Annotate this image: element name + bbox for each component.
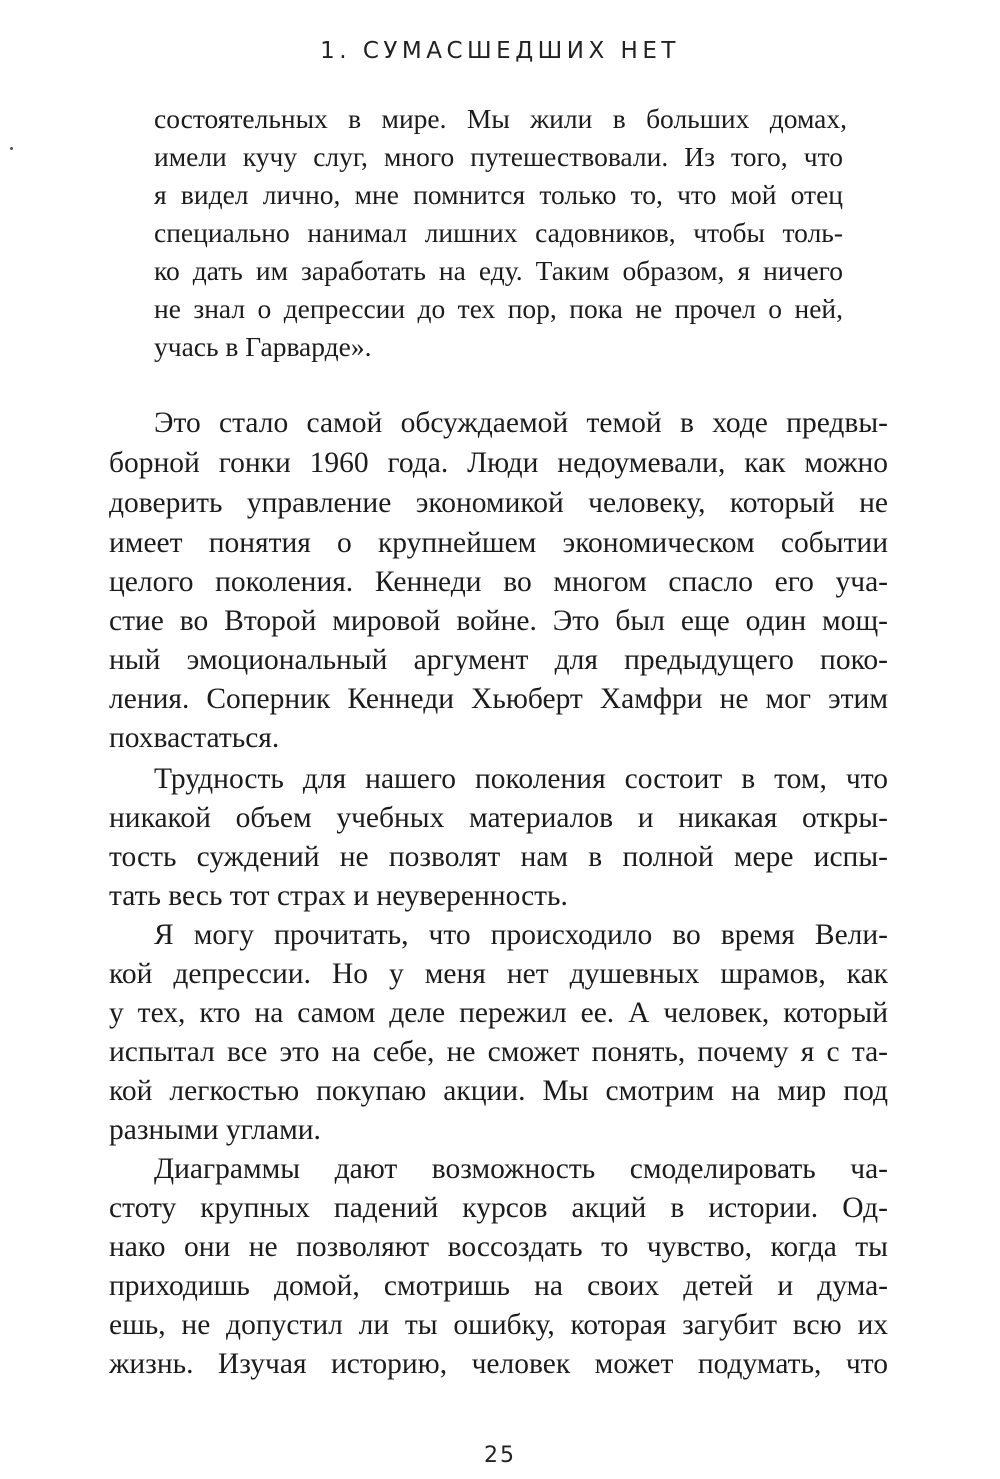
paragraph-line: Это стало самой обсуждаемой темой в ходе предвы- [154,407,888,439]
paragraph-line: жизнь. Изучая историю, человек может подумать, что [109,1348,888,1380]
paragraph-line: Диаграммы дают возможность смоделировать ча- [154,1153,888,1185]
paragraph-line: Трудность для нашего поколения состоит в том, что [154,763,888,795]
paragraph-line: испытал все это на себе, не сможет понять, почему я с та- [109,1036,888,1068]
paragraph-line: тость суждений не позволят нам в полной мере испы- [109,841,888,873]
paragraph-line: приходишь домой, смотришь на своих детей и дума- [109,1270,888,1302]
paragraph-line: стие во Второй мировой войне. Это был еще один мощ- [109,605,888,637]
quote-line: не знал о депрессии до тех пор, пока не прочел о ней, [154,293,843,324]
scan-speck [10,147,13,150]
quote-line: ко дать им заработать на еду. Таким образом, я ничего [154,255,843,286]
paragraph-line: тать весь тот страх и неуверенность. [109,880,568,912]
paragraph-line: ления. Соперник Кеннеди Хьюберт Хамфри не мог этим [109,683,888,715]
quote-line: учась в Гарварде». [154,331,372,362]
paragraph-line: у тех, кто на самом деле пережил ее. А человек, который [109,997,888,1029]
paragraph-line: имеет понятия о крупнейшем экономическом событии [109,527,888,559]
paragraph-line: стоту крупных падений курсов акций в истории. Од- [109,1192,888,1224]
page-number: 25 [484,1443,516,1468]
paragraph-line: ешь, не допустил ли ты ошибку, которая загубит всю их [109,1309,888,1341]
paragraph-line: похвастаться. [109,722,280,754]
paragraph-line: борной гонки 1960 года. Люди недоумевали, как можно [109,447,888,479]
quote-line: я видел лично, мне помнится только то, что мой отец [154,179,843,210]
quote-line: имели кучу слуг, много путешествовали. Из того, что [154,141,843,172]
paragraph-line: Я могу прочитать, что происходило во время Вели- [154,919,888,951]
paragraph-line: никакой объем учебных материалов и никакая откры- [109,802,888,834]
paragraph-line: ный эмоциональный аргумент для предыдущего поко- [109,644,888,676]
quote-line: состоятельных в мире. Мы жили в больших домах, [154,103,847,134]
running-title: 1. СУМАСШЕДШИХ НЕТ [320,38,680,64]
paragraph-line: целого поколения. Кеннеди во многом спасло его уча- [109,566,888,598]
quote-line: специально нанимал лишних садовников, чтобы толь- [154,217,843,248]
paragraph-line: кой легкостью покупаю акции. Мы смотрим на мир под [109,1075,888,1107]
paragraph-line: нако они не позволяют воссоздать то чувство, когда ты [109,1231,888,1263]
paragraph-line: кой депрессии. Но у меня нет душевных шрамов, как [109,958,888,990]
paragraph-line: разными углами. [109,1114,321,1146]
paragraph-line: доверить управление экономикой человеку, который не [109,487,888,519]
